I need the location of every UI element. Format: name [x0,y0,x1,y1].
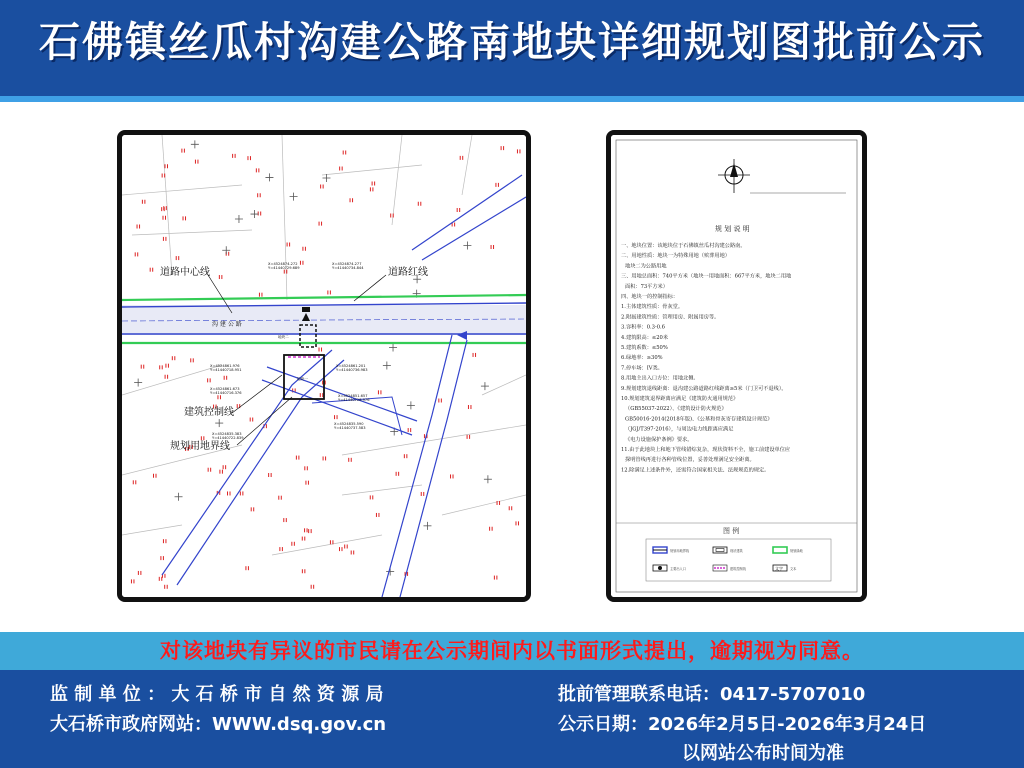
note-line: 3.容积率：0.3-0.6 [621,324,665,331]
supervisor-text: 监 制 单 位 ： 大 石 桥 市 自 然 资 源 局 [50,684,384,705]
svg-text:文字: 文字 [775,566,783,571]
road-redline-label: 道路红线 [388,267,428,278]
header-stripe [0,96,1024,102]
legend-label: 规划用地界线 [670,549,690,553]
note-line: 面积：73平方米） [625,283,668,290]
road-name-label: 沟 建 公 路 [212,321,242,328]
note-line: 地块二为公路用地 [625,263,667,270]
notes-title: 规 划 说 明 [715,225,750,233]
coordinate-label: X=4524861.673 Y=41440716.376 [210,387,242,396]
note-line: 11.由于此地块上和地下管线错综复杂，现状资料不全，施工前建设单位应 [621,447,791,453]
note-line: 二、用地性质：地块一为特殊用地（殡葬用地） [621,253,730,260]
note-line: 4.建筑限高：≤20米 [621,334,669,341]
footer [0,670,1024,768]
note-line: 12.除满足上述条件外，还需符合国家相关法、法规规范的规定。 [621,467,770,474]
plot-1-label: 地块一 [297,377,308,381]
note-line: 6.绿地率：≥30% [621,355,663,362]
notes-sheet [611,135,862,597]
legend-label: 建筑控制线 [730,567,746,571]
legend-label: 现状建筑 [730,549,743,553]
dates-text: 公示日期：2026年2月5日-2026年3月24日 [558,714,927,735]
note-line: GB50016-2014(2018年版)、《公墓和骨灰寄存建筑设计规范》 [625,416,773,423]
coordinate-label: X=4524851.657 Y=41440728.976 [338,394,370,403]
note-line: （GB55037-2022）、《建筑设计防火规范》 [625,406,727,413]
legend-label: 文本 [790,567,797,571]
note-line: 10.规划建筑退界距离应满足《建筑防火通用规范》 [621,396,739,402]
objection-notice-bar [0,632,1024,670]
coordinate-label: X=4524874.272 Y=41440729.689 [268,262,300,271]
dates-note-text: 以网站公布时间为准 [682,743,844,764]
coordinate-label: X=4524835.590 Y=41440737.583 [334,422,366,431]
road-centerline-label: 道路中心线 [160,267,210,278]
note-line: 探明管线再进行各种管线位置，妥善处理满足安全距离。 [625,457,755,464]
legend-title: 图 例 [723,527,740,535]
legend-label: 规划绿地 [790,549,803,553]
coordinate-label: X=4524874.277 Y=41440734.844 [332,262,364,271]
note-line: 《电力设施保护条例》要求。 [625,436,693,443]
building-control-line-label: 建筑控制线 [184,407,234,418]
page-title: 石佛镇丝瓜村沟建公路南地块详细规划图批前公示 [39,18,985,66]
note-line: 一、地块位置：该地块位于石佛镇丝瓜村沟建公路南。 [621,243,746,249]
note-line: 5.建筑系数：≤50% [621,345,668,351]
note-line: 9.规划建筑退线距离：退沟建公路道路红线距离≥5米（门卫可不退线）。 [621,385,787,392]
coordinate-label: X=4524861.201 Y=41440736.983 [336,364,368,373]
phone-text: 批前管理联系电话：0417-5707010 [558,684,866,705]
note-line: 四、地块一的控制指标： [621,294,679,300]
note-line: 2.附属建筑性质：管理用房、附属用房等。 [621,314,720,321]
note-line: （JGJ/T397-2016），与周边电力线距离应满足 [625,426,734,433]
planning-map [122,135,526,597]
note-line: 8.用地主出入口方位：用地北侧。 [621,375,699,382]
note-line: 三、用地总面积：740平方米（地块一用地面积：667平方米，地块二用地 [621,273,792,280]
objection-notice-text: 对该地块有异议的市民请在公示期间内以书面形式提出，逾期视为同意。 [160,639,864,663]
coordinate-label: X=4524835.383 Y=41440722.839 [212,432,244,441]
note-line: 7.停车场：IV类。 [621,365,663,372]
planning-map-panel [117,130,531,602]
note-line: 1.主体建筑性质：骨灰堂。 [621,304,684,311]
legend-label: 主要出入口 [670,567,686,571]
planning-notes-panel [606,130,867,602]
coordinate-label: X=4524861.976 Y=41440718.951 [210,364,242,373]
header-banner [0,0,1024,102]
plot-2-label: 地块二 [278,335,289,339]
website-text: 大石桥市政府网站：WWW.dsq.gov.cn [50,714,387,735]
land-boundary-label: 规划用地界线 [170,441,230,452]
